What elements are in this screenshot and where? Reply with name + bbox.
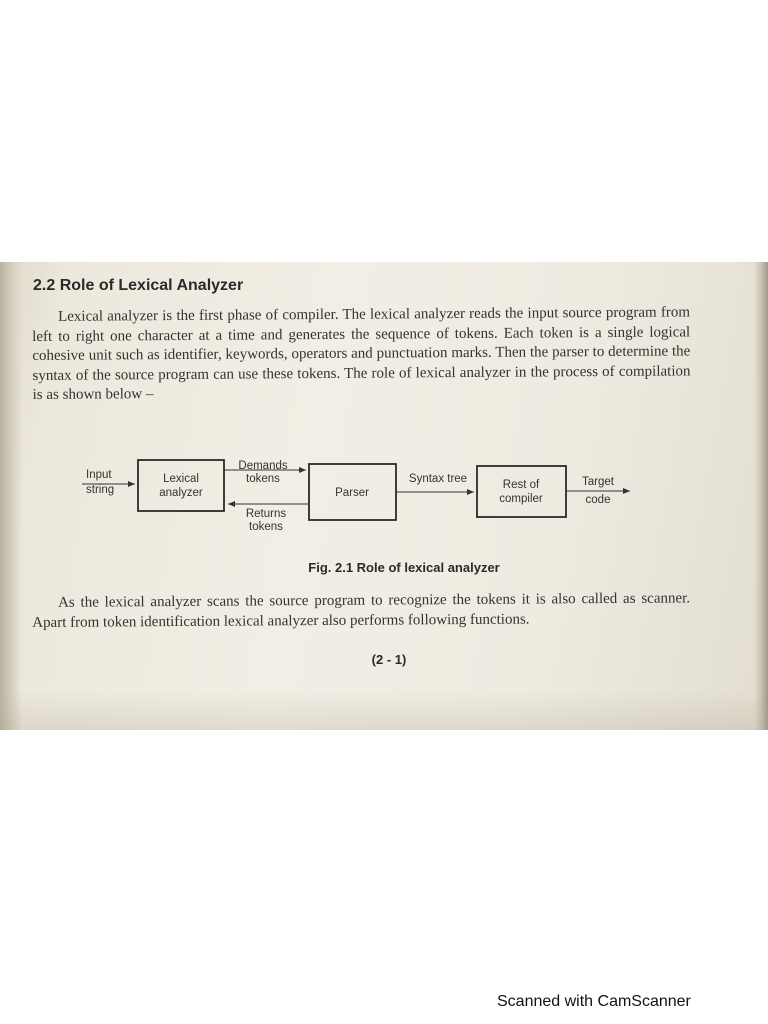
scanner-paragraph: As the lexical analyzer scans the source program to recognize the tokens it is also called as scanner. Apart from token identification lexical analyzer also performs following functions. — [32, 590, 691, 631]
lexical-analyzer-box — [138, 460, 224, 511]
page-shadow — [0, 690, 768, 730]
demands-tokens-label: Demands — [238, 460, 288, 472]
lexical-analyzer-label: Lexical — [163, 473, 199, 485]
lexical-analyzer-label-2: analyzer — [159, 487, 203, 499]
input-label: Input — [86, 469, 112, 481]
returns-tokens-label-2: tokens — [249, 521, 283, 533]
input-label-2: string — [86, 484, 115, 496]
parser-label: Parser — [335, 487, 369, 499]
section-number: 2.2 — [33, 277, 56, 294]
page-number: (2 - 1) — [371, 652, 407, 667]
target-code-label: Target — [582, 476, 614, 488]
rest-of-compiler-label: Rest of — [502, 479, 540, 491]
target-code-label-2: code — [585, 494, 611, 506]
rest-of-compiler-box — [477, 466, 566, 517]
figure-caption: Fig. 2.1 Role of lexical analyzer — [308, 560, 500, 575]
section-heading — [33, 277, 243, 295]
camscanner-watermark: Scanned with CamScanner — [497, 993, 691, 1010]
scanned-page — [0, 262, 768, 730]
lexical-analyzer-diagram — [78, 452, 638, 542]
section-title: Role of Lexical Analyzer — [59, 277, 244, 294]
rest-of-compiler-label-2: compiler — [499, 493, 543, 505]
syntax-tree-label: Syntax tree — [408, 473, 468, 485]
returns-tokens-label: Returns — [245, 508, 287, 520]
intro-paragraph: Lexical analyzer is the first phase of compiler. The lexical analyzer reads the input source program from left to right one character at a time and generates the sequence of tokens. Each token is a single logical cohesive unit such as identifier, keywords, operators and punctuation marks. Then the parser to determine the syntax of the source program can use these tokens. The role of lexical analyzer in the process of compilation is as shown below – — [32, 304, 691, 403]
demands-tokens-label-2: tokens — [246, 473, 280, 485]
